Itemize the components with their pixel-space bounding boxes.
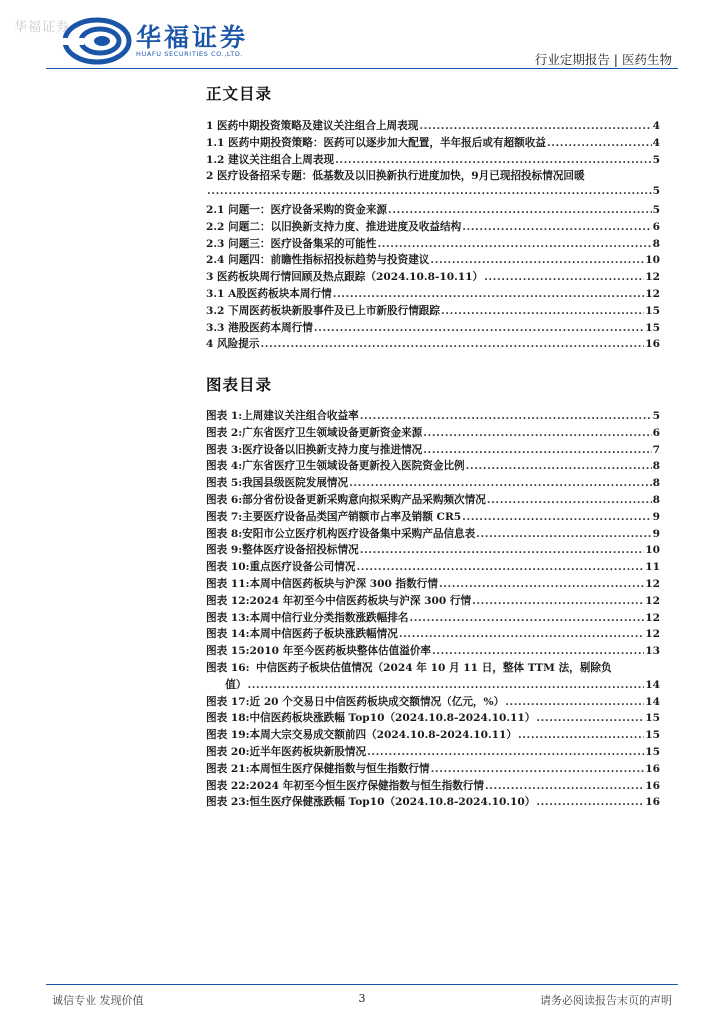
figure-list-item[interactable] xyxy=(206,610,660,627)
figure-number: 图表 20: xyxy=(206,745,250,758)
figure-list-item[interactable] xyxy=(206,643,660,660)
footer-slogan: 诚信专业 发现价值 xyxy=(52,994,144,1007)
dot-leader xyxy=(441,305,644,317)
toc-item[interactable] xyxy=(206,118,660,135)
footer-disclaimer: 请务必阅读报告末页的声明 xyxy=(540,994,672,1007)
dot-leader xyxy=(472,595,644,607)
dot-leader xyxy=(423,427,651,439)
dot-leader xyxy=(360,410,652,422)
toc-item-label: 2.2 问题二：以旧换新支持力度、推进进度及收益结构 xyxy=(206,220,462,233)
figure-list-item[interactable] xyxy=(206,492,660,509)
toc-item-label: 2.3 问题三：医疗设备集采的可能性 xyxy=(206,237,377,250)
dot-leader xyxy=(485,780,644,792)
dot-leader xyxy=(431,763,645,775)
toc-page-number: 5 xyxy=(652,203,660,216)
figure-title: 整体医疗设备招投标情况 xyxy=(242,544,359,557)
figure-title: 2024 年初至今恒生医疗保健指数与恒生指数行情 xyxy=(249,779,484,792)
toc-page-number: 8 xyxy=(652,237,660,250)
toc-page-number: 4 xyxy=(652,120,660,132)
logo-name-en: HUAFU SECURITIES CO.,LTD. xyxy=(136,50,244,58)
figure-title: 恒生医疗保健涨跌幅 Top10（2024.10.8-2024.10.10） xyxy=(249,796,536,809)
toc-item-label: 1.2 建议关注组合上周表现 xyxy=(206,153,335,166)
toc-item-label: 3.3 港股医药本周行情 xyxy=(206,321,313,334)
figure-number: 图表 9: xyxy=(206,544,243,557)
figure-number: 图表 10: xyxy=(206,561,250,574)
figure-title: 本周大宗交易成交额前四（2024.10.8-2024.10.11） xyxy=(249,729,517,742)
toc-page-number: 7 xyxy=(652,443,660,456)
toc-page-number: 13 xyxy=(645,645,660,658)
toc-item-label: 1.1 医药中期投资策略：医药可以逐步加大配置，半年报后或有超额收益 xyxy=(206,136,546,149)
dot-leader xyxy=(484,271,644,283)
toc-page-number: 12 xyxy=(645,594,660,607)
toc-item[interactable] xyxy=(206,219,660,236)
toc-item[interactable] xyxy=(206,135,660,152)
figure-list-item[interactable] xyxy=(206,761,660,778)
toc-page-number: 8 xyxy=(652,493,660,506)
dot-leader xyxy=(260,338,644,350)
dot-leader xyxy=(536,796,644,808)
toc-page-number: 5 xyxy=(652,410,660,422)
toc-item[interactable] xyxy=(206,269,660,286)
figure-title: 中信医药子板块估值情况（2024 年 10 月 11 日，整体 TTM 法，剔除负 xyxy=(256,661,612,674)
toc-item-label: 2.4 问题四：前瞻性指标招投标趋势与投资建议 xyxy=(206,254,430,267)
figure-title: 本周中信医药子板块涨跌幅情况 xyxy=(249,628,398,641)
dot-leader xyxy=(333,288,645,300)
figure-list-item[interactable] xyxy=(206,576,660,593)
toc-item-label: 1 医药中期投资策略及建议关注组合上周表现 xyxy=(206,120,419,132)
figure-title: 值） xyxy=(225,678,247,691)
toc-page-number: 4 xyxy=(652,136,660,149)
toc-page-number: 6 xyxy=(652,220,660,233)
toc-item[interactable] xyxy=(206,202,660,219)
figure-title: 广东省医疗卫生领域设备更新资金来源 xyxy=(242,426,423,439)
figure-number: 图表 21: xyxy=(206,762,250,775)
toc-list xyxy=(206,118,660,353)
toc-item[interactable] xyxy=(206,286,660,303)
figure-title: 广东省医疗卫生领域设备更新投入医院资金比例 xyxy=(242,460,465,473)
figure-number: 图表 3: xyxy=(206,443,243,456)
figure-number: 图表 16: xyxy=(206,661,250,674)
toc-page-number: 12 xyxy=(645,611,660,624)
dot-leader xyxy=(367,746,644,758)
figure-number: 图表 18: xyxy=(206,712,250,725)
figure-title: 重点医疗设备公司情况 xyxy=(249,561,356,574)
dot-leader xyxy=(487,494,652,506)
figure-list-heading: 图表目录 xyxy=(206,375,273,394)
toc-page-number: 14 xyxy=(645,695,660,708)
figure-title: 2024 年初至今中信医药板块与沪深 300 行情 xyxy=(249,594,472,607)
dot-leader xyxy=(409,612,644,624)
dot-leader xyxy=(462,511,651,523)
figure-title: 部分省份设备更新采购意向拟采购产品采购频次情况 xyxy=(242,493,486,506)
figure-list-item[interactable] xyxy=(206,677,660,694)
dot-leader xyxy=(518,729,644,741)
dot-leader xyxy=(314,322,644,334)
figure-title: 安阳市公立医疗机构医疗设备集中采购产品信息表 xyxy=(242,527,476,540)
toc-page-number: 15 xyxy=(645,729,660,742)
figure-number: 图表 17: xyxy=(206,695,250,708)
toc-page-number: 6 xyxy=(652,426,660,439)
toc-item-label: 3.2 下周医药板块新股事件及已上市新股行情跟踪 xyxy=(206,304,440,317)
dot-leader xyxy=(349,477,652,489)
dot-leader xyxy=(377,238,651,250)
toc-page-number: 9 xyxy=(652,510,660,523)
dot-leader xyxy=(505,696,644,708)
toc-page-number: 15 xyxy=(645,712,660,725)
figure-list-item[interactable] xyxy=(206,626,660,643)
dot-leader xyxy=(462,221,651,233)
footer-divider xyxy=(46,984,678,985)
figure-list-item[interactable] xyxy=(206,559,660,576)
dot-leader xyxy=(466,460,652,472)
toc-page-number: 5 xyxy=(652,185,660,198)
figure-title: 中信医药板块涨跌幅 Top10（2024.10.8-2024.10.11） xyxy=(249,712,536,725)
watermark-text: 华福证券 xyxy=(14,20,71,35)
figure-list-item[interactable] xyxy=(206,778,660,795)
figure-list-item[interactable] xyxy=(206,442,660,459)
figure-title: 本周恒生医疗保健指数与恒生指数行情 xyxy=(249,762,430,775)
toc-page-number: 15 xyxy=(645,304,660,317)
figure-title: 本周中信医药板块与沪深 300 指数行情 xyxy=(249,577,438,590)
dot-leader xyxy=(423,444,651,456)
figure-number: 图表 7: xyxy=(206,510,243,523)
toc-page-number: 12 xyxy=(645,628,660,641)
company-logo xyxy=(62,14,282,66)
toc-item[interactable] xyxy=(206,252,660,269)
toc-page-number: 15 xyxy=(645,321,660,334)
logo-swirl-icon xyxy=(62,14,132,66)
figure-list-item[interactable] xyxy=(206,475,660,492)
toc-page-number: 11 xyxy=(645,561,660,574)
toc-item-label: 4 风险提示 xyxy=(206,338,260,351)
figure-title: 我国县级医院发展情况 xyxy=(242,477,349,490)
figure-title: 近半年医药板块新股情况 xyxy=(249,745,367,758)
figure-title: 2010 年至今医药板块整体估值溢价率 xyxy=(249,645,432,658)
toc-item[interactable] xyxy=(206,152,660,169)
toc-page-number: 12 xyxy=(645,271,660,284)
figure-list-item[interactable] xyxy=(206,794,660,811)
figure-title: 近 20 个交易日中信医药板块成交额情况（亿元，%） xyxy=(249,695,505,708)
figure-list-item[interactable] xyxy=(206,660,660,677)
dot-leader xyxy=(399,628,644,640)
figure-list-item[interactable] xyxy=(206,526,660,543)
toc-item-label: 3 医药板块周行情回顾及热点跟踪（2024.10.8-10.11） xyxy=(206,271,484,284)
figure-list-item[interactable] xyxy=(206,694,660,711)
dot-leader xyxy=(207,185,652,197)
dot-leader xyxy=(476,528,651,540)
logo-name-cn: 华福证券 xyxy=(136,23,249,52)
toc-item-label: 2 医疗设备招采专题：低基数及以旧换新执行进度加快，9月已现招投标情况回暖 xyxy=(206,170,585,183)
toc-page-number: 16 xyxy=(645,338,660,351)
figure-number: 图表 19: xyxy=(206,729,250,742)
toc-page-number: 16 xyxy=(645,779,660,792)
toc-page-number: 8 xyxy=(652,460,660,473)
toc-heading: 正文目录 xyxy=(206,84,273,103)
toc-page-number: 9 xyxy=(652,527,660,540)
toc-page-number: 10 xyxy=(645,254,660,267)
toc-page-number: 14 xyxy=(645,678,660,691)
dot-leader xyxy=(247,679,644,691)
figure-list xyxy=(206,408,660,811)
figure-title: 本周中信行业分类指数涨跌幅排名 xyxy=(249,611,409,624)
figure-number: 图表 13: xyxy=(206,611,250,624)
dot-leader xyxy=(335,154,652,166)
toc-page-number: 12 xyxy=(645,577,660,590)
figure-list-item[interactable] xyxy=(206,727,660,744)
dot-leader xyxy=(439,578,644,590)
toc-item-label: 2.1 问题一：医疗设备采购的资金来源 xyxy=(206,203,388,216)
figure-list-item[interactable] xyxy=(206,744,660,761)
dot-leader xyxy=(360,544,645,556)
dot-leader xyxy=(388,204,652,216)
figure-number: 图表 22: xyxy=(206,779,250,792)
toc-item[interactable] xyxy=(206,236,660,253)
toc-item[interactable] xyxy=(206,168,660,185)
figure-list-item[interactable] xyxy=(206,408,660,425)
figure-title: 上周建议关注组合收益率 xyxy=(242,410,359,422)
toc-page-number: 15 xyxy=(645,745,660,758)
toc-item[interactable] xyxy=(206,336,660,353)
figure-number: 图表 2: xyxy=(206,426,243,439)
figure-title: 主要医疗设备品类国产销额市占率及销额 CR5 xyxy=(242,510,462,523)
dot-leader xyxy=(432,645,644,657)
figure-number: 图表 5: xyxy=(206,477,243,490)
toc-item[interactable] xyxy=(206,320,660,337)
toc-page-number: 10 xyxy=(645,544,660,557)
toc-page-number: 8 xyxy=(652,477,660,490)
figure-number: 图表 1: xyxy=(206,410,243,422)
figure-list-item[interactable] xyxy=(206,458,660,475)
dot-leader xyxy=(536,712,644,724)
figure-number: 图表 14: xyxy=(206,628,250,641)
toc-item-label: 3.1 A股医药板块本周行情 xyxy=(206,287,332,300)
figure-list-item[interactable] xyxy=(206,593,660,610)
figure-number: 图表 12: xyxy=(206,594,250,607)
dot-leader xyxy=(547,137,652,149)
dot-leader xyxy=(419,120,651,132)
toc-page-number: 16 xyxy=(645,796,660,809)
figure-number: 图表 15: xyxy=(206,645,250,658)
toc-item[interactable] xyxy=(206,303,660,320)
toc-item[interactable] xyxy=(206,185,660,202)
figure-number: 图表 8: xyxy=(206,527,243,540)
dot-leader xyxy=(356,561,644,573)
figure-list-item[interactable] xyxy=(206,710,660,727)
dot-leader xyxy=(430,254,644,266)
figure-number: 图表 23: xyxy=(206,796,250,809)
report-category: 行业定期报告 | 医药生物 xyxy=(534,52,672,67)
figure-number: 图表 6: xyxy=(206,493,243,506)
figure-list-item[interactable] xyxy=(206,509,660,526)
header-divider xyxy=(46,68,678,69)
figure-title: 医疗设备以旧换新支持力度与推进情况 xyxy=(242,443,423,456)
toc-page-number: 5 xyxy=(652,153,660,166)
figure-list-item[interactable] xyxy=(206,425,660,442)
page-number: 3 xyxy=(358,992,366,1005)
toc-page-number: 12 xyxy=(645,287,660,300)
toc-page-number: 16 xyxy=(645,762,660,775)
figure-number: 图表 4: xyxy=(206,460,243,473)
figure-list-item[interactable] xyxy=(206,542,660,559)
figure-number: 图表 11: xyxy=(206,577,250,590)
